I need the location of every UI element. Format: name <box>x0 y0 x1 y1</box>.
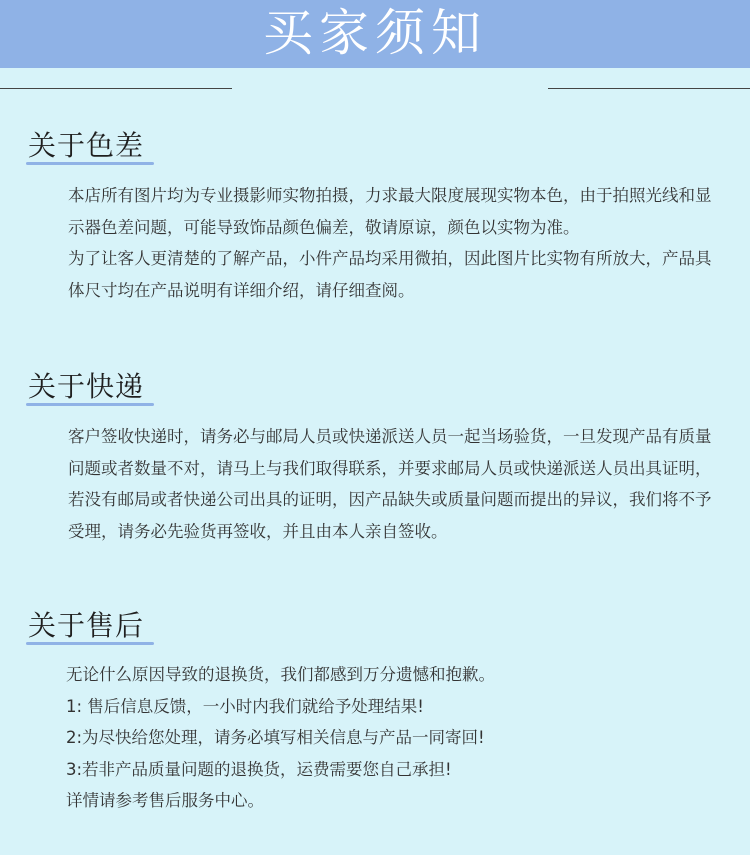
section-underline-aftersales <box>26 642 154 645</box>
list-item: 详情请参考售后服务中心。 <box>66 791 264 810</box>
section-body-delivery <box>68 421 720 547</box>
section-title-color: 关于色差 <box>28 129 145 162</box>
section-underline-color <box>26 162 154 165</box>
list-item: 1: 售后信息反馈，一小时内我们就给予处理结果! <box>66 696 424 716</box>
page-title: 买家须知 <box>263 4 487 62</box>
section-title-aftersales: 关于售后 <box>28 609 145 642</box>
paragraph: 本店所有图片均为专业摄影师实物拍摄，力求最大限度展现实物本色，由于拍照光线和显示器色差问题，可能导致饰品颜色偏差，敬请原谅，颜色以实物为准。 <box>68 186 712 237</box>
section-body-aftersales <box>66 659 718 817</box>
list-item: 无论什么原因导致的退换货，我们都感到万分遗憾和抱歉。 <box>66 665 495 684</box>
list-item: 3:若非产品质量问题的退换货，运费需要您自己承担! <box>66 759 452 779</box>
list-item: 2:为尽快给您处理，请务必填写相关信息与产品一同寄回! <box>66 728 485 747</box>
divider-right <box>548 88 750 89</box>
paragraph: 为了让客人更清楚的了解产品，小件产品均采用微拍，因此图片比实物有所放大，产品具体尺寸均在产品说明有详细介绍，请仔细查阅。 <box>68 249 712 300</box>
section-title-delivery: 关于快递 <box>28 370 145 403</box>
section-underline-delivery <box>26 403 154 406</box>
section-body-color <box>68 180 720 306</box>
paragraph: 客户签收快递时，请务必与邮局人员或快递派送人员一起当场验货，一旦发现产品有质量问题或者数量不对，请马上与我们取得联系，并要求邮局人员或快递派送人员出具证明，若没有邮局或者快递公司出具的证明，因产品缺失或质量问题而提出的异议，我们将不予受理，请务必先验货再签收，并且由本人亲自签收。 <box>68 427 712 541</box>
divider-left <box>0 88 232 89</box>
